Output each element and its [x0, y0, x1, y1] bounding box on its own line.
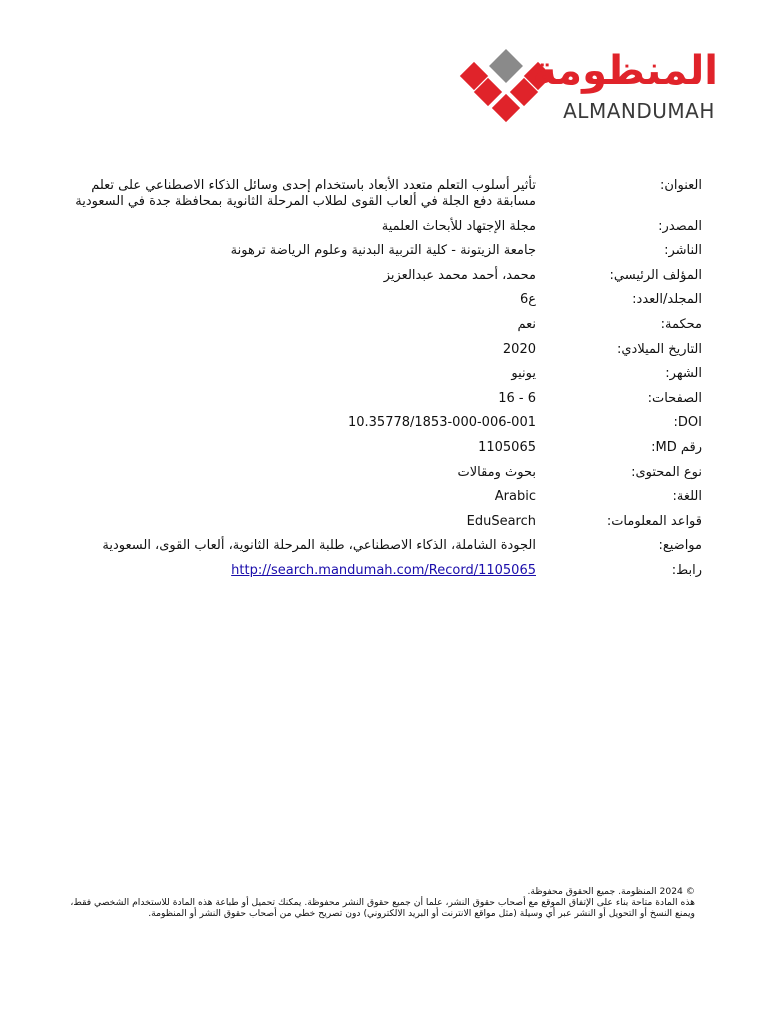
row-title [60, 178, 702, 210]
md-number-label: رقم MD: [651, 439, 702, 455]
row-year [60, 342, 702, 358]
row-doi [60, 415, 702, 431]
logo-arabic-wordmark: المنظومة [533, 48, 718, 94]
row-volume-issue [60, 292, 702, 308]
row-main-author [60, 268, 702, 284]
content-type-value: بحوث ومقالات [457, 464, 536, 480]
language-value: Arabic [494, 489, 536, 505]
row-md-number [60, 440, 702, 456]
language-label: اللغة: [672, 489, 702, 505]
source-value: مجلة الإجتهاد للأبحاث العلمية [381, 218, 536, 234]
month-label: الشهر: [665, 366, 702, 382]
pages-value: 6 - 16 [498, 390, 536, 406]
row-link [60, 563, 702, 579]
volume-issue-label: المجلد/العدد: [632, 292, 702, 308]
publisher-label: الناشر: [664, 243, 702, 259]
title-value: تأثير أسلوب التعلم متعدد الأبعاد باستخدام إحدى وسائل الذكاء الاصطناعي على تعلم مسابقة دفع الجلة في ألعاب القوى لطلاب المرحلة الثانوية بمحافظة جدة في السعودية [75, 178, 536, 209]
content-type-label: نوع المحتوى: [631, 464, 702, 480]
logo-diamond-gray [489, 49, 523, 83]
peer-reviewed-value: نعم [517, 316, 536, 332]
title-label: العنوان: [659, 178, 702, 193]
link-label: رابط: [671, 562, 702, 578]
month-value: يونيو [511, 366, 536, 382]
almandumah-logo [456, 46, 718, 130]
row-month [60, 366, 702, 382]
copyright-line: © 2024 المنظومة. جميع الحقوق محفوظة. [527, 886, 695, 897]
md-number-value: 1105065 [478, 439, 536, 455]
row-databases [60, 514, 702, 530]
year-label: التاريخ الميلادي: [617, 341, 702, 357]
row-publisher [60, 243, 702, 259]
copyright-footer [54, 886, 695, 919]
record-link[interactable]: http://search.mandumah.com/Record/1105065 [231, 562, 536, 578]
row-source [60, 219, 702, 235]
subjects-label: مواضيع: [658, 538, 702, 554]
row-peer-reviewed [60, 317, 702, 333]
databases-label: قواعد المعلومات: [606, 513, 702, 529]
row-content-type [60, 465, 702, 481]
logo-latin-wordmark: ALMANDUMAH [563, 99, 715, 123]
row-pages [60, 391, 702, 407]
main-author-value: محمد، أحمد محمد عبدالعزيز [383, 267, 536, 283]
subjects-value: الجودة الشاملة، الذكاء الاصطناعي، طلبة المرحلة الثانوية، ألعاب القوى، السعودية [102, 538, 536, 554]
row-subjects [60, 538, 702, 554]
source-label: المصدر: [658, 218, 702, 234]
usage-notice: هذه المادة متاحة بناء على الإتفاق الموقع مع أصحاب حقوق النشر، علما أن جميع حقوق النشر محفوظة. يمكنك تحميل أو طباعة هذه المادة للاستخدام الشخصي فقط، ويمنع النسخ أو التحويل أو النشر عبر أي وسيلة (مثل مواقع الانترنت أو البريد الالكتروني) دون تصريح خطي من أصحاب حقوق النشر أو المنظومة. [70, 897, 695, 919]
main-author-label: المؤلف الرئيسي: [609, 267, 702, 283]
year-value: 2020 [502, 341, 536, 357]
pages-label: الصفحات: [647, 390, 702, 406]
volume-issue-value: ع6 [519, 292, 536, 308]
doi-value: 10.35778/1853-000-006-001 [347, 415, 536, 431]
publisher-value: جامعة الزيتونة - كلية التربية البدنية وعلوم الرياضة ترهونة [230, 243, 536, 259]
databases-value: EduSearch [466, 513, 536, 529]
peer-reviewed-label: محكمة: [660, 316, 702, 332]
row-language [60, 489, 702, 505]
doi-label: DOI: [673, 415, 702, 431]
link-value [60, 563, 536, 579]
record-metadata [60, 178, 702, 588]
